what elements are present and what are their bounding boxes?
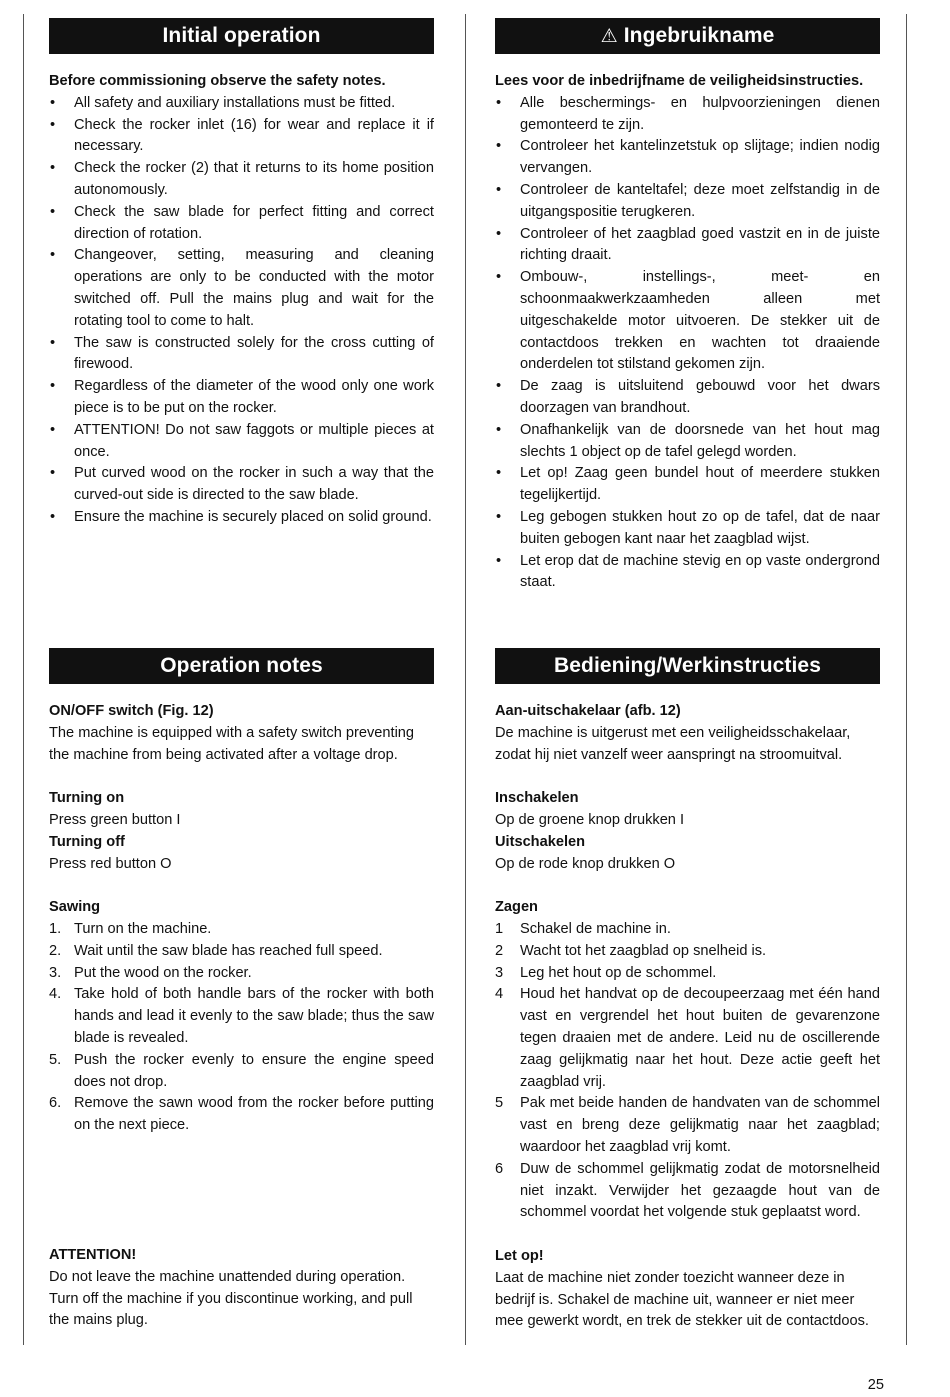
right-margin-line [906, 14, 907, 1345]
list-item [49, 963, 434, 985]
list-item [49, 984, 434, 1049]
list-item [495, 941, 880, 963]
list-item: • Check the rocker (2) that it returns to its home position autonomously. [49, 158, 434, 202]
en-turning-off-text: Press red button O [49, 855, 172, 872]
nl-initial-intro: Lees voor de inbedrijfname de veiligheidsinstructies. [495, 73, 864, 89]
step-number: 2. [49, 942, 62, 959]
nl-sawing-steps [495, 919, 880, 1224]
en-switch-heading: ON/OFF switch (Fig. 12) [49, 703, 214, 719]
en-attention-section [49, 1245, 434, 1332]
list-item: • The saw is constructed solely for the cross cutting of firewood. [49, 333, 434, 377]
center-divider-line [465, 14, 466, 1345]
step-number: 1. [49, 920, 62, 937]
nl-initial-operation-title: Ingebruikname [623, 24, 775, 47]
list-item: • Controleer of het zaagblad goed vastzit en in de juiste richting draait. [495, 224, 880, 268]
step-text: Take hold of both handle bars of the rocker with both hands and lead it evenly to the saw blade; thus the saw blade is revealed. [74, 986, 434, 1046]
nl-operation-notes-title: Bediening/Werkinstructies [495, 648, 880, 684]
step-number: 3 [495, 964, 504, 981]
nl-initial-operation-banner [495, 18, 880, 54]
list-item: • Alle beschermings- en hulpvoorzieningen dienen gemonteerd te zijn. [495, 93, 880, 137]
list-item: • Let erop dat de machine stevig en op vaste ondergrond staat. [495, 551, 880, 595]
list-item [495, 963, 880, 985]
list-item [49, 919, 434, 941]
list-item: • Ombouw-, instellings-, meet- en schoonmaakwerkzaamheden alleen met uitgeschakelde motor uitvoeren. De stekker uit de contactdoos trekken en wachten tot draaiende onderdelen tot stilstand gekomen zijn. [495, 267, 880, 376]
en-attention-heading: ATTENTION! [49, 1247, 137, 1263]
en-sawing-steps [49, 919, 434, 1137]
list-item: • Onafhankelijk van de doorsnede van het hout mag slechts 1 object op de tafel gelegd worden. [495, 420, 880, 464]
step-text: Wait until the saw blade has reached full speed. [74, 942, 383, 959]
en-initial-operation-title: Initial operation [49, 18, 434, 54]
en-initial-bullet-list [49, 93, 434, 529]
list-item [495, 1159, 880, 1224]
step-text: Duw de schommel gelijkmatig zodat de motorsnelheid niet inzakt. Verwijder het gezaagde hout van de schommel voordat het volgende stuk geplaatst word. [520, 1160, 880, 1221]
list-item: • Check the saw blade for perfect fitting and correct direction of rotation. [49, 202, 434, 246]
step-number: 3. [49, 964, 62, 981]
step-number: 6. [49, 1095, 62, 1112]
step-number: 5 [495, 1095, 504, 1112]
list-item: • De zaag is uitsluitend gebouwd voor het dwars doorzagen van brandhout. [495, 376, 880, 420]
nl-initial-bullet-list [495, 93, 880, 594]
list-item [49, 1050, 434, 1094]
list-item: • Check the rocker inlet (16) for wear and replace it if necessary. [49, 115, 434, 159]
step-text: Put the wood on the rocker. [74, 964, 252, 981]
nl-attention-text: Laat de machine niet zonder toezicht wanneer deze in bedrijf is. Schakel de machine uit, wanneer er niet meer mee gewerkt wordt, en trek de stekker uit de contactdoos. [495, 1269, 869, 1330]
en-sawing-heading: Sawing [49, 899, 101, 916]
step-text: Houd het handvat op de decoupeerzaag met één hand vast en vergrendel het hout buiten de gevarenzone tegen draaien met de andere. Leid nu de oscillerende zaag gelijkmatig naar het hout. Deze actie geeft het zaagblad vrij. [520, 986, 880, 1090]
list-item [49, 1093, 434, 1137]
step-text: Pak met beide handen de handvaten van de schommel vast en breng deze gelijkmatig naar het zaagblad; waardoor het zaagblad vrij komt. [520, 1095, 880, 1155]
list-item: • Controleer de kanteltafel; deze moet zelfstandig in de uitgangspositie terugkeren. [495, 180, 880, 224]
nl-attention-heading: Let op! [495, 1247, 544, 1264]
list-item: • Regardless of the diameter of the wood only one work piece is to be put on the rocker. [49, 376, 434, 420]
step-number: 2 [495, 942, 504, 959]
nl-sawing-heading: Zagen [495, 899, 538, 916]
list-item [495, 984, 880, 1093]
nl-initial-operation-section [495, 18, 880, 594]
list-item: • Changeover, setting, measuring and cleaning operations are only to be conducted with the motor switched off. Pull the mains plug and wait for the rotating tool to come to halt. [49, 245, 434, 332]
step-text: Wacht tot het zaagblad op snelheid is. [520, 942, 767, 959]
list-item [49, 941, 434, 963]
nl-switch-heading: Aan-uitschakelaar (afb. 12) [495, 703, 681, 719]
nl-turning-on-text: Op de groene knop drukken I [495, 811, 685, 828]
nl-switch-text: De machine is uitgerust met een veiligheidsschakelaar, zodat hij niet vanzelf weer aanspringt na stroomuitval. [495, 724, 851, 763]
step-text: Remove the sawn wood from the rocker before putting on the next piece. [74, 1095, 434, 1134]
list-item: • Ensure the machine is securely placed on solid ground. [49, 507, 434, 529]
list-item: • Leg gebogen stukken hout zo op de tafel, dat de naar buiten gebogen kant naar het zaagblad wijst. [495, 507, 880, 551]
list-item: • All safety and auxiliary installations must be fitted. [49, 93, 434, 115]
list-item: • Controleer het kantelinzetstuk op slijtage; indien nodig vervangen. [495, 136, 880, 180]
en-initial-intro: Before commissioning observe the safety notes. [49, 73, 386, 89]
list-item [495, 1093, 880, 1158]
nl-operation-notes-section [495, 648, 880, 1333]
step-text: Leg het hout op de schommel. [520, 964, 717, 981]
en-turning-on-heading: Turning on [49, 790, 125, 807]
page-number: 25 [867, 1377, 884, 1394]
nl-turning-off-text: Op de rode knop drukken O [495, 855, 676, 872]
list-item: • Put curved wood on the rocker in such a way that the curved-out side is directed to the saw blade. [49, 463, 434, 507]
en-initial-operation-section [49, 18, 434, 529]
step-number: 6 [495, 1160, 504, 1177]
en-operation-notes-title: Operation notes [49, 648, 434, 684]
step-text: Schakel de machine in. [520, 920, 671, 937]
en-switch-text: The machine is equipped with a safety switch preventing the machine from being activated after a voltage drop. [49, 724, 415, 763]
list-item [495, 919, 880, 941]
step-number: 4 [495, 986, 504, 1003]
step-number: 5. [49, 1051, 62, 1068]
step-number: 1 [495, 920, 504, 937]
nl-turning-off-heading: Uitschakelen [495, 833, 586, 850]
en-turning-on-text: Press green button I [49, 811, 181, 828]
step-number: 4. [49, 986, 62, 1003]
left-margin-line [23, 14, 24, 1345]
en-attention-text: Do not leave the machine unattended during operation. Turn off the machine if you discontinue working, and pull the mains plug. [49, 1268, 413, 1329]
warning-triangle-icon: ⚠ [600, 26, 618, 47]
step-text: Turn on the machine. [74, 920, 212, 937]
step-text: Push the rocker evenly to ensure the engine speed does not drop. [74, 1051, 434, 1090]
nl-turning-on-heading: Inschakelen [495, 790, 579, 807]
en-turning-off-heading: Turning off [49, 833, 125, 850]
en-operation-notes-section [49, 648, 434, 1137]
list-item: • Let op! Zaag geen bundel hout of meerdere stukken tegelijkertijd. [495, 463, 880, 507]
list-item: • ATTENTION! Do not saw faggots or multiple pieces at once. [49, 420, 434, 464]
